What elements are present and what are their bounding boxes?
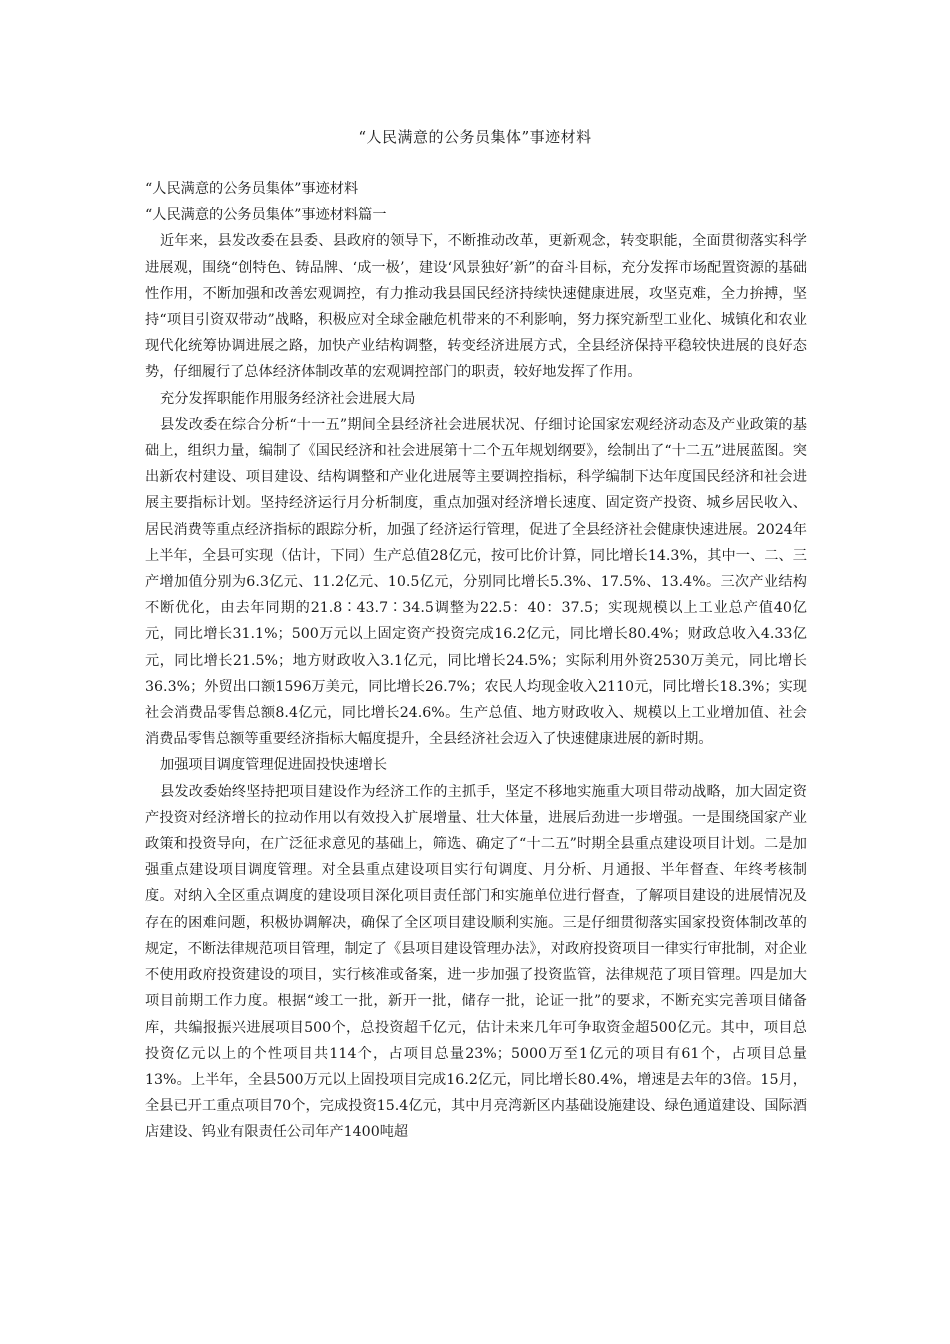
paragraph-economy: 县发改委在综合分析“十一五”期间全县经济社会进展状况、仔细讨论国家宏观经济动态及产业政策的基础上，组织力量，编制了《国民经济和社会进展第十二个五年规划纲要》，绘制出了“十二五”进展蓝图。突出新农村建设、项目建设、结构调整和产业化进展等主要调控指标，科学编制下达年度国民经济和社会进展主要指标计划。坚持经济运行月分析制度，重点加强对经济增长速度、固定资产投资、城乡居民收入、居民消费等重点经济指标的跟踪分析，加强了经济运行管理，促进了全县经济社会健康快速进展。2024年上半年，全县可实现（估计，下同）生产总值28亿元，按可比价计算，同比增长14.3%，其中一、二、三产增加值分别为6.3亿元、11.2亿元、10.5亿元，分别同比增长5.3%、17.5%、13.4%。三次产业结构不断优化，由去年同期的21.8∶43.7∶34.5调整为22.5：40：37.5；实现规模以上工业总产值40亿元，同比增长31.1%；500万元以上固定资产投资完成16.2亿元，同比增长80.4%；财政总收入4.33亿元，同比增长21.5%；地方财政收入3.1亿元，同比增长24.5%；实际利用外资2530万美元，同比增长36.3%；外贸出口额1596万美元，同比增长26.7%；农民人均现金收入2110元，同比增长18.3%；实现社会消费品零售总额8.4亿元，同比增长24.6%。生产总值、地方财政收入、规模以上工业增加值、社会消费品零售总额等重要经济指标大幅度提升，全县经济社会迈入了快速健康进展的新时期。 xyxy=(145,416,807,748)
subhead-functions: 充分发挥职能作用服务经济社会进展大局 xyxy=(160,390,416,407)
section-subheading: “人民满意的公务员集体”事迹材料篇一 xyxy=(145,207,387,224)
subhead-projects: 加强项目调度管理促进固投快速增长 xyxy=(160,757,388,774)
paragraph-projects: 县发改委始终坚持把项目建设作为经济工作的主抓手，坚定不移地实施重大项目带动战略，加大固定资产投资对经济增长的拉动作用以有效投入扩展增量、壮大体量，进展后劲进一步增强。一是围绕国家产业政策和投资导向，在广泛征求意见的基础上，筛选、确定了“十二五”时期全县重点建设项目计划。二是加强重点建设项目调度管理。对全县重点建设项目实行旬调度、月分析、月通报、半年督查、年终考核制度。对纳入全区重点调度的建设项目深化项目责任部门和实施单位进行督查，了解项目建设的进展情况及存在的困难问题，积极协调解决，确保了全区项目建设顺利实施。三是仔细贯彻落实国家投资体制改革的规定，不断法律规范项目管理，制定了《县项目建设管理办法》，对政府投资项目一律实行审批制，对企业不使用政府投资建设的项目，实行核准或备案，进一步加强了投资监管，法律规范了项目管理。四是加大项目前期工作力度。根据“竣工一批，新开一批，储存一批，论证一批”的要求，不断充实完善项目储备库，共编报振兴进展项目500个，总投资超千亿元，估计未来几年可争取资金超500亿元。其中，项目总投资亿元以上的个性项目共114个，占项目总量23%；5000万至1亿元的项目有61个，占项目总量13%。上半年，全县500万元以上固投项目完成16.2亿元，同比增长80.4%，增速是去年的3倍。15月，全县已开工重点项目70个，完成投资15.4亿元，其中月亮湾新区内基础设施建设、绿色通道建设、国际酒店建设、钨业有限责任公司年产1400吨超 xyxy=(145,783,807,1141)
paragraph-intro: 近年来，县发改委在县委、县政府的领导下，不断推动改革，更新观念，转变职能，全面贯彻落实科学进展观，围绕“创特色、铸品牌、‘成一极’，建设‘风景独好’新”的奋斗目标，充分发挥市场配置资源的基础性作用，不断加强和改善宏观调控，有力推动我县国民经济持续快速健康进展，攻坚克难，全力拚搏，坚持“项目引资双带动”战略，积极应对全球金融危机带来的不利影响，努力探究新型工业化、城镇化和农业现代化统筹协调进展之路，加快产业结构调整，转变经济进展方式，全县经济保持平稳较快进展的良好态势，仔细履行了总体经济体制改革的宏观调控部门的职责，较好地发挥了作用。 xyxy=(145,233,807,381)
section-heading: “人民满意的公务员集体”事迹材料 xyxy=(145,181,359,197)
document-body xyxy=(145,176,807,1146)
document-title: “人民满意的公务员集体”事迹材料 xyxy=(358,128,592,146)
